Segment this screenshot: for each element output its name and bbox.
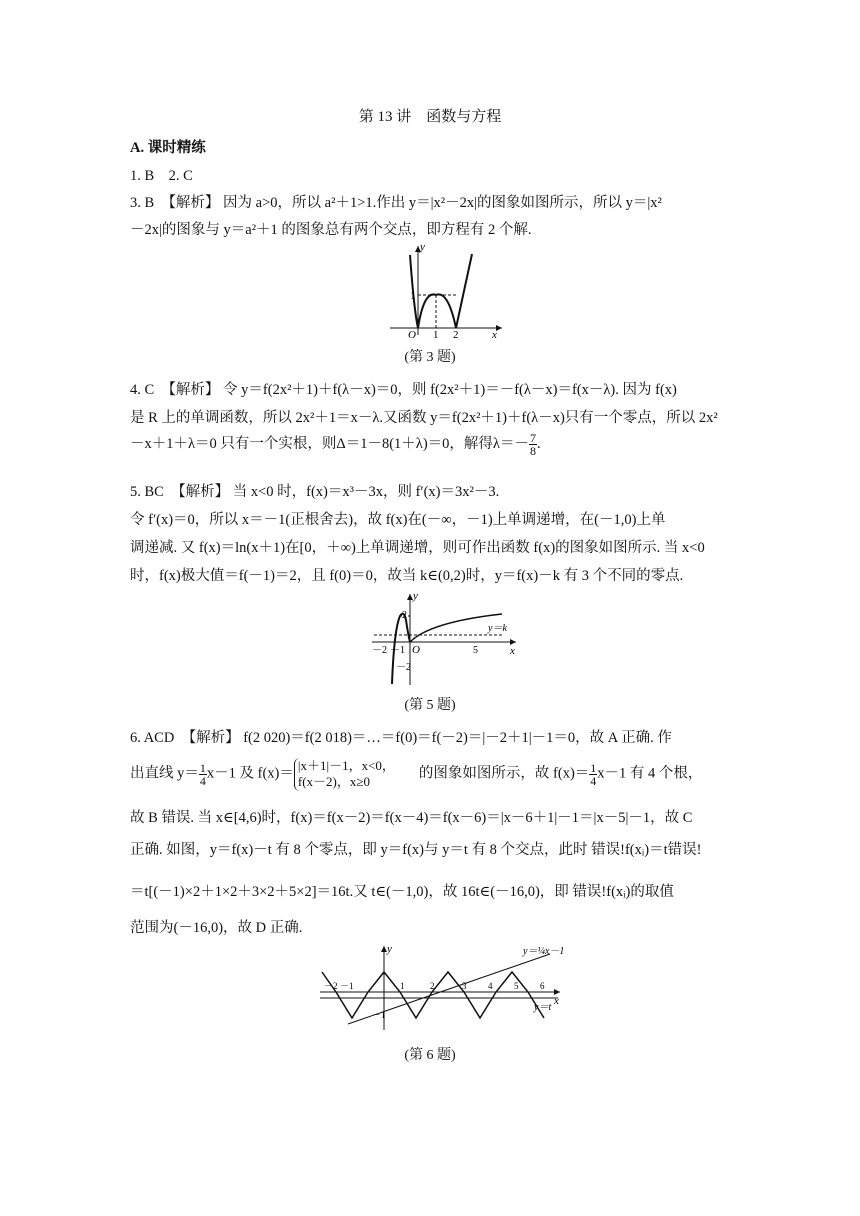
label-x-one: 1 [433,329,439,340]
fraction-7-8: $\frac{7}{8}$ [529,431,536,459]
section-heading: A. 课时精练 [130,140,206,156]
tick-four: 4 [488,981,493,991]
label-y: y [387,943,392,955]
piecewise: |x＋1|－1，x<0， f(x－2)，x≥0 [294,758,395,791]
q5-line3: 调递减. 又 f(x)＝ln(x＋1)在[0，＋∞)上单调递增，则可作出函数 f(x)的图象如图所示. 当 x<0 [130,540,705,556]
caption-q6: (第 6 题) [404,1048,456,1063]
q5-line1: 5. BC 【解析】 当 x<0 时，f(x)＝x³－3x，则 f′(x)＝3x²－3. [130,484,500,500]
label-origin: O [412,644,420,656]
label-y-one: 1 [410,290,416,302]
figure-q6 [318,940,568,1032]
label-neg-one: －1 [390,645,405,656]
q5-line2: 令 f′(x)＝0，所以 x＝－1(正根舍去)，故 f(x)在(－∞，－1)上单调递增，在(－1,0)上单 [130,512,666,528]
q6-line3: 故 B 错误. 当 x∈[4,6)时，f(x)＝f(x－2)＝f(x－4)＝f(x－6)＝|x－6＋1|－1＝|x－5|－1，故 C [130,810,693,826]
figure-q5 [370,590,520,686]
q4-line3: －x＋1＋λ＝0 只有一个实根，则Δ＝1－8(1＋λ)＝0，解得λ＝－ $\frac{7}{8}$ . [130,431,541,459]
label-neg-two-y: －2 [396,662,411,673]
fraction-1-4-b: $\frac{1}{4}$ [590,760,597,788]
q6-line5: ＝t[(－1)×2＋1×2＋3×2＋5×2]＝16t.又 t∈(－1,0)，故 16t∈(－16,0)，即 错误!f(xᵢ)的取值 [130,884,674,900]
label-y-k: y＝k [488,623,507,634]
label-two: 2 [402,610,407,621]
tick-neg-one-y: －1 [372,1010,386,1020]
q6-line2: 出直线 y＝ $\frac{1}{4}$ x－1 及 f(x)＝ |x＋1|－1，x<0， f(x－2)，x≥0 的图象如图所示，故 f(x)＝ $\frac{1}{4}$ x－1 有 4 个根， [130,758,703,790]
label-neg-two-x: －2 [372,645,387,656]
label-x: x [554,995,559,1007]
tick-six: 6 [540,981,545,991]
label-line: y＝¼x－1 [523,946,565,957]
tick-neg-one: －1 [340,981,354,991]
curve-abs-x2-2x [410,254,472,328]
tick-three: 3 [462,981,467,991]
tick-one: 1 [400,981,405,991]
tick-five: 5 [514,981,519,991]
page-title: 第 13 讲 函数与方程 [358,109,502,125]
label-five: 5 [473,645,478,656]
q5-line4: 时，f(x)极大值＝f(－1)＝2，且 f(0)＝0，故当 k∈(0,2)时，y＝f(x)－k 有 3 个不同的零点. [130,568,684,584]
q4-line1: 4. C 【解析】 令 y＝f(2x²＋1)＋f(λ－x)＝0，则 f(2x²＋1)＝－f(λ－x)＝f(x－λ). 因为 f(x) [130,382,677,398]
label-t: y＝t [534,1002,552,1013]
fraction-1-4-a: $\frac{1}{4}$ [199,760,206,788]
caption-q3: (第 3 题) [404,350,456,365]
caption-q5: (第 5 题) [404,698,456,713]
label-x-two: 2 [453,329,459,340]
label-x: x [492,329,497,340]
tick-two: 2 [430,981,435,991]
q3-line2: －2x|的图象与 y＝a²＋1 的图象总有两个交点，即方程有 2 个解. [130,222,532,238]
answers-1-2: 1. B 2. C [130,168,193,184]
label-x: x [510,645,515,657]
label-origin: O [408,329,416,340]
label-y: y [413,590,418,602]
figure-q3 [380,240,510,340]
q6-line1: 6. ACD 【解析】 f(2 020)＝f(2 018)＝…＝f(0)＝f(－2)＝|－2＋1|－1＝0，故 A 正确. 作 [130,730,672,746]
q3-line1: 3. B 【解析】 因为 a>0，所以 a²＋1>1.作出 y＝|x²－2x|的图象如图所示，所以 y＝|x² [130,195,662,211]
q4-line2: 是 R 上的单调函数，所以 2x²＋1＝x－λ.又函数 y＝f(2x²＋1)＋f(λ－x)只有一个零点，所以 2x² [130,410,718,426]
label-y: y [420,241,425,253]
q6-line4: 正确. 如图，y＝f(x)－t 有 8 个零点，即 y＝f(x)与 y＝t 有 8 个交点，此时 错误!f(xᵢ)＝t错误! [130,842,702,858]
tick-neg-two: －2 [324,981,338,991]
q6-line6: 范围为(－16,0)，故 D 正确. [130,920,303,936]
